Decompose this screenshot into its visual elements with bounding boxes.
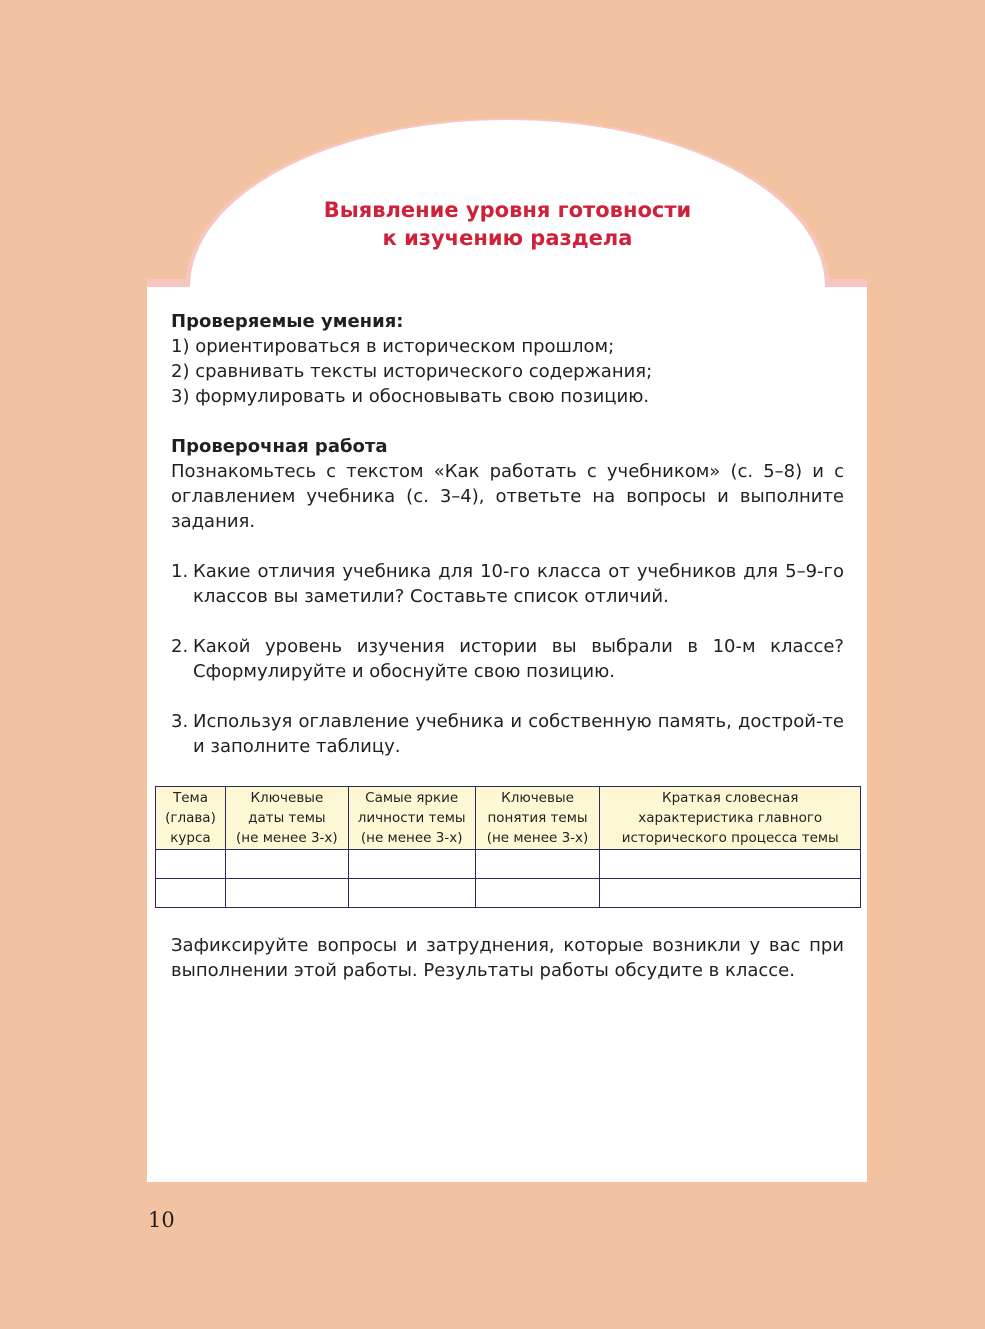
page-title-line-2: к изучению раздела xyxy=(382,226,633,250)
table-cell[interactable] xyxy=(348,850,475,879)
check-intro: Познакомьтесь с текстом «Как работать с учебником» (с. 5–8) и с оглавлением учебника (с. 3–4), ответьте на вопросы и выполните задания. xyxy=(171,461,844,532)
task-3 xyxy=(171,709,844,759)
page-title-line-1: Выявление уровня готовности xyxy=(323,198,692,222)
check-heading: Проверочная работа xyxy=(171,436,388,457)
table-row xyxy=(156,879,861,908)
table-cell[interactable] xyxy=(600,850,861,879)
table-cell[interactable] xyxy=(225,879,348,908)
task-text: Используя оглавление учебника и собственную память, дострой-те и заполните таблицу. xyxy=(193,711,844,757)
closing-note: Зафиксируйте вопросы и затруднения, которые возникли у вас при выполнении этой работы. Результаты работы обсудите в классе. xyxy=(171,935,844,981)
skills-heading: Проверяемые умения: xyxy=(171,311,404,332)
task-number: 3. xyxy=(171,711,189,732)
table-cell[interactable] xyxy=(156,879,226,908)
table-cell[interactable] xyxy=(225,850,348,879)
task-1 xyxy=(171,559,844,609)
page-number: 10 xyxy=(148,1208,175,1232)
table-cell[interactable] xyxy=(475,850,600,879)
skill-item-2: 2) сравнивать тексты исторического содержания; xyxy=(171,361,653,382)
task-text: Какой уровень изучения истории вы выбрали в 10-м классе? Сформулируйте и обоснуйте свою позицию. xyxy=(193,636,844,682)
header-key-dates: Ключевые даты темы (не менее 3-х) xyxy=(225,787,348,850)
main-content xyxy=(171,309,844,759)
table-cell[interactable] xyxy=(475,879,600,908)
header-personalities: Самые яркие личности темы (не менее 3-х) xyxy=(348,787,475,850)
task-number: 2. xyxy=(171,636,189,657)
skill-item-1: 1) ориентироваться в историческом прошлом; xyxy=(171,336,615,357)
page-title xyxy=(190,196,825,252)
task-text: Какие отличия учебника для 10-го класса от учебников для 5–9-го классов вы заметили? Составьте список отличий. xyxy=(193,561,844,607)
table-header-row xyxy=(156,787,861,850)
skill-item-3: 3) формулировать и обосновывать свою позицию. xyxy=(171,386,650,407)
task-2 xyxy=(171,634,844,684)
task-number: 1. xyxy=(171,561,189,582)
table-cell[interactable] xyxy=(600,879,861,908)
table-cell[interactable] xyxy=(348,879,475,908)
header-key-concepts: Ключевые понятия темы (не менее 3-х) xyxy=(475,787,600,850)
topics-table xyxy=(155,786,861,908)
header-topic: Тема (глава) курса xyxy=(156,787,226,850)
table-row xyxy=(156,850,861,879)
table-cell[interactable] xyxy=(156,850,226,879)
header-process-summary: Краткая словесная характеристика главного исторического процесса темы xyxy=(600,787,861,850)
